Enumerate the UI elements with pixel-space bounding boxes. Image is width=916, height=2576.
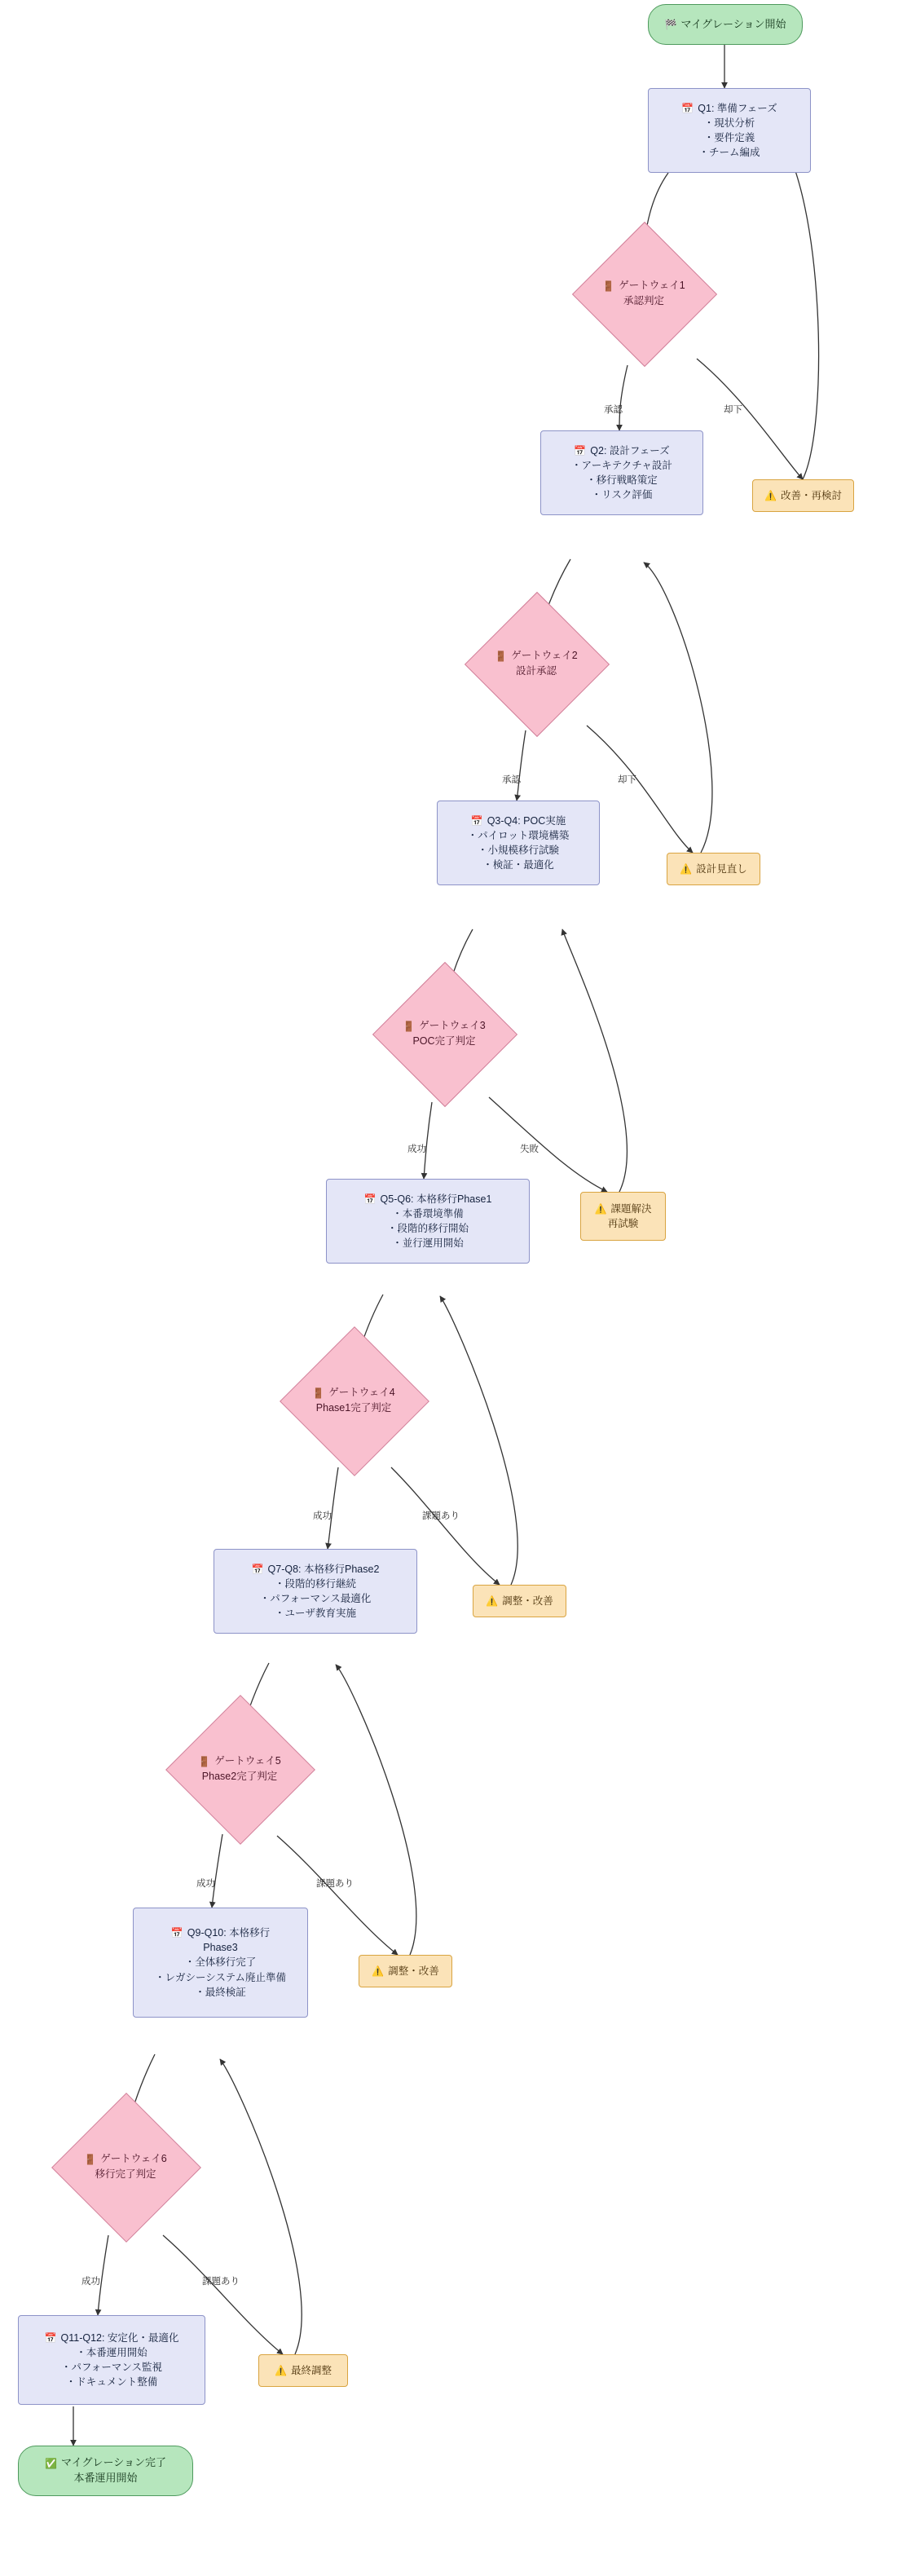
node-q7q8-line-3: ・ユーザ教育実施 (274, 1608, 356, 1620)
node-rework-6[interactable] (258, 2354, 348, 2387)
warning-icon: ⚠️ (764, 490, 777, 501)
node-rework-4[interactable] (473, 1585, 566, 1617)
node-q11q12-line-1: ・本番運用開始 (76, 2346, 148, 2358)
node-q3q4-line-2: ・小規模移行試験 (477, 845, 559, 856)
node-q11q12-line-0: 📅 Q11-Q12: 安定化・最適化 (44, 2331, 179, 2344)
warning-icon: ⚠️ (680, 863, 693, 875)
calendar-icon: 📅 (681, 102, 694, 114)
diamond-icon: 🚪 (84, 2153, 97, 2165)
node-gateway-2-line-0: 🚪 ゲートウェイ2 (495, 650, 578, 662)
node-rework-3-line-1: 再試験 (607, 1218, 639, 1229)
edge-label-gw5-no: 課題あり (316, 1879, 354, 1889)
edge-label-gw6-yes: 成功 (81, 2277, 100, 2287)
diamond-icon: 🚪 (312, 1387, 325, 1399)
node-q9q10-line-3: ・レガシーシステム廃止準備 (154, 1971, 286, 1983)
edge-label-gw6-no: 課題あり (202, 2277, 240, 2287)
node-q2[interactable] (540, 430, 703, 515)
edge-label-gw4-no: 課題あり (422, 1511, 460, 1521)
node-rework-4-line-0: ⚠️ 調整・改善 (486, 1595, 553, 1607)
node-rework-1-line-0: ⚠️ 改善・再検討 (764, 489, 842, 501)
node-end-line-1: 本番運用開始 (73, 2472, 138, 2484)
node-gateway-2-line-1: 設計承認 (515, 665, 557, 677)
calendar-icon: 📅 (251, 1563, 264, 1575)
node-q9q10-line-0: 📅 Q9-Q10: 本格移行 (170, 1927, 271, 1939)
edge-label-gw2-no: 却下 (618, 775, 636, 785)
edge-label-gw3-yes: 成功 (407, 1145, 426, 1154)
node-q5q6-line-3: ・並行運用開始 (392, 1237, 464, 1250)
node-rework-5-line-0: ⚠️ 調整・改善 (372, 1965, 439, 1977)
warning-icon: ⚠️ (486, 1595, 499, 1607)
node-q11q12[interactable] (18, 2315, 205, 2405)
diamond-icon: 🚪 (403, 1020, 416, 1032)
node-start[interactable] (648, 4, 803, 45)
node-gateway-6[interactable] (29, 2093, 222, 2240)
gateway-2-label (444, 592, 628, 735)
node-q9q10-line-4: ・最終検証 (195, 1986, 246, 1998)
node-gateway-1-line-0: 🚪 ゲートウェイ1 (602, 280, 685, 292)
node-q1[interactable] (648, 88, 811, 173)
node-rework-6-line-0: ⚠️ 最終調整 (275, 2364, 332, 2376)
diamond-icon: 🚪 (495, 650, 508, 662)
node-rework-5[interactable] (359, 1955, 452, 1987)
node-q2-line-1: ・アーキテクチャ設計 (571, 459, 672, 471)
calendar-icon: 📅 (470, 814, 483, 827)
node-end-line-0: ✅ マイグレーション完了 (45, 2456, 166, 2469)
node-gateway-6-line-1: 移行完了判定 (95, 2168, 156, 2180)
node-gateway-3-line-1: POC完了判定 (412, 1035, 476, 1047)
node-gateway-4-line-1: Phase1完了判定 (315, 1402, 392, 1414)
calendar-icon: 📅 (170, 1927, 183, 1939)
node-q3q4-line-3: ・検証・最適化 (482, 859, 554, 871)
node-q9q10-line-2: ・全体移行完了 (184, 1956, 257, 1969)
gateway-3-label (352, 962, 536, 1105)
node-q3q4[interactable] (437, 801, 600, 885)
node-q9q10-line-1: Phase3 (203, 1942, 238, 1954)
node-gateway-3-line-0: 🚪 ゲートウェイ3 (403, 1020, 486, 1032)
node-q2-line-3: ・リスク評価 (591, 489, 653, 501)
node-gateway-2[interactable] (444, 592, 628, 735)
edge-label-gw1-no: 却下 (724, 405, 742, 415)
node-q9q10[interactable] (133, 1908, 308, 2018)
gateway-1-label (552, 222, 736, 365)
node-q7q8-line-1: ・段階的移行継続 (274, 1577, 356, 1590)
edge-label-gw2-yes: 承認 (502, 775, 521, 785)
node-q11q12-line-3: ・ドキュメント整備 (65, 2376, 158, 2389)
diamond-icon: 🚪 (602, 280, 615, 292)
node-gateway-5-line-1: Phase2完了判定 (201, 1771, 278, 1782)
edge-label-gw3-no: 失敗 (520, 1145, 539, 1154)
node-q3q4-line-1: ・パイロット環境構築 (467, 829, 570, 841)
node-start-line-0: 🏁 マイグレーション開始 (664, 17, 786, 30)
edge-label-gw4-yes: 成功 (313, 1511, 332, 1521)
node-q2-line-0: 📅 Q2: 設計フェーズ (574, 444, 670, 457)
calendar-icon: 📅 (574, 444, 587, 457)
node-q7q8-line-0: 📅 Q7-Q8: 本格移行Phase2 (251, 1563, 380, 1575)
node-q7q8-line-2: ・パフォーマンス最適化 (259, 1593, 372, 1604)
node-gateway-5[interactable] (143, 1696, 336, 1842)
calendar-icon: 📅 (363, 1193, 377, 1205)
flag-icon: 🏁 (664, 19, 677, 30)
diamond-icon: 🚪 (198, 1755, 211, 1767)
node-q5q6-line-2: ・段階的移行開始 (386, 1223, 469, 1234)
gateway-4-label (258, 1327, 450, 1474)
node-q1-line-1: ・現状分析 (703, 117, 755, 129)
node-q11q12-line-2: ・パフォーマンス監視 (60, 2362, 162, 2373)
node-gateway-1[interactable] (552, 222, 736, 365)
node-end[interactable] (18, 2446, 193, 2496)
node-gateway-3[interactable] (352, 962, 536, 1105)
node-q5q6-line-1: ・本番環境準備 (392, 1207, 464, 1220)
gateway-5-label (143, 1696, 336, 1842)
calendar-icon: 📅 (44, 2331, 57, 2344)
warning-icon: ⚠️ (275, 2365, 287, 2376)
warning-icon: ⚠️ (372, 1965, 385, 1977)
node-q1-line-2: ・要件定義 (703, 132, 755, 143)
node-gateway-4-line-0: 🚪 ゲートウェイ4 (312, 1387, 395, 1399)
edge-label-gw5-yes: 成功 (196, 1879, 215, 1889)
node-gateway-6-line-0: 🚪 ゲートウェイ6 (84, 2153, 167, 2165)
node-rework-2-line-0: ⚠️ 設計見直し (680, 862, 747, 875)
node-rework-3-line-0: ⚠️ 課題解決 (594, 1202, 652, 1215)
node-q7q8[interactable] (214, 1549, 417, 1634)
node-q1-line-0: 📅 Q1: 準備フェーズ (681, 102, 777, 114)
edge-label-gw1-yes: 承認 (604, 405, 623, 415)
node-rework-2[interactable] (667, 853, 760, 885)
gateway-6-label (29, 2093, 222, 2240)
check-icon: ✅ (45, 2457, 57, 2469)
node-q5q6[interactable] (326, 1179, 530, 1264)
node-rework-3[interactable] (580, 1192, 666, 1241)
node-gateway-1-line-1: 承認判定 (623, 295, 664, 307)
node-q5q6-line-0: 📅 Q5-Q6: 本格移行Phase1 (363, 1193, 492, 1205)
node-gateway-4[interactable] (258, 1327, 450, 1474)
node-q3q4-line-0: 📅 Q3-Q4: POC実施 (470, 814, 566, 827)
node-q2-line-2: ・移行戦略策定 (586, 474, 658, 486)
node-q1-line-3: ・チーム編成 (698, 147, 760, 159)
node-rework-1[interactable] (752, 479, 854, 512)
warning-icon: ⚠️ (594, 1202, 607, 1215)
node-gateway-5-line-0: 🚪 ゲートウェイ5 (198, 1755, 281, 1767)
